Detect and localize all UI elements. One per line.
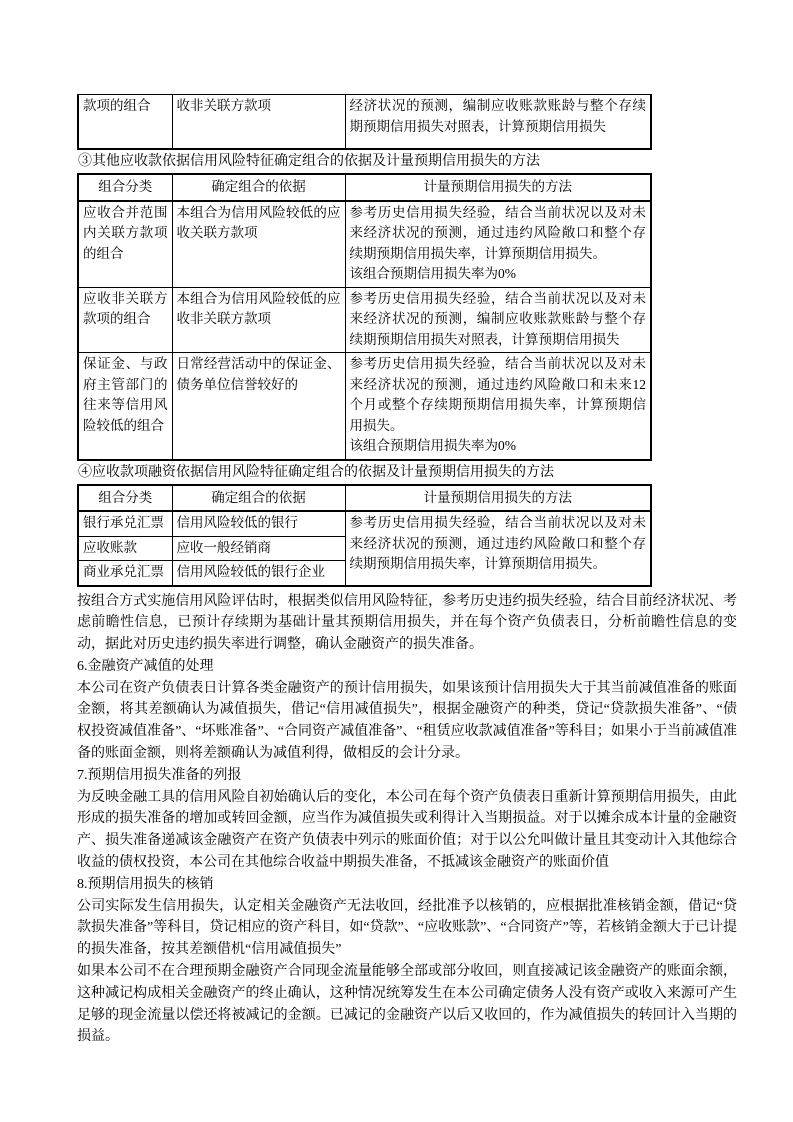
cell-portfolio-basis: 本组合为信用风险较低的应收关联方款项 bbox=[172, 201, 345, 288]
header-cell-category: 组合分类 bbox=[78, 174, 172, 201]
section-heading-impairment-treatment: 6.金融资产减值的处理 bbox=[77, 658, 214, 674]
table-header-row bbox=[78, 174, 651, 201]
cell-ecl-method: 经济状况的预测，编制应收账款账龄与整个存续期预期信用损失对照表，计算预期信用损失 bbox=[345, 95, 651, 150]
cell-ecl-method-merged: 参考历史信用损失经验，结合当前状况以及对未来经济状况的预测，通过违约风险敞口和整个存续期预期信用损失率，计算预期信用损失。 bbox=[345, 511, 651, 586]
table-receivables-continued bbox=[77, 94, 652, 150]
table-other-receivables bbox=[77, 173, 652, 461]
section-heading-ecl-writeoff: 8.预期信用损失的核销 bbox=[77, 876, 214, 892]
section-heading-ecl-presentation: 7.预期信用损失准备的列报 bbox=[77, 767, 242, 783]
header-cell-basis: 确定组合的依据 bbox=[172, 174, 345, 201]
cell-ecl-method bbox=[345, 353, 651, 460]
table-receivables-financing bbox=[77, 484, 652, 587]
caption-receivables-financing: ④应收款项融资依据信用风险特征确定组合的依据及计量预期信用损失的方法 bbox=[78, 464, 554, 480]
cell-portfolio-category: 保证金、与政府主管部门的往来等信用风险较低的组合 bbox=[78, 353, 172, 460]
cell-portfolio-category: 应收非关联方款项的组合 bbox=[78, 287, 172, 353]
cell-ecl-method: 参考历史信用损失经验，结合当前状况以及对未来经济状况的预测，编制应收账款账龄与整个存续期预期信用损失对照表，计算预期信用损失 bbox=[345, 287, 651, 353]
cell-portfolio-basis: 信用风险较低的银行 bbox=[172, 511, 345, 536]
body-text-block bbox=[77, 591, 737, 1049]
table-row bbox=[78, 353, 651, 460]
ecl-method-text: 参考历史信用损失经验，结合当前状况以及对未来经济状况的预测，通过违约风险敞口和未来12个月或整个存续期预期信用损失率，计算预期信用损失。 bbox=[349, 356, 646, 433]
ecl-rate-note: 该组合预期信用损失率为0% bbox=[349, 266, 516, 281]
ecl-rate-note: 该组合预期信用损失率为0% bbox=[349, 438, 516, 453]
cell-ecl-method bbox=[345, 201, 651, 288]
cell-portfolio-category: 应收合并范围内关联方款项的组合 bbox=[78, 201, 172, 288]
table-row bbox=[78, 287, 651, 353]
table-header-row bbox=[78, 485, 651, 512]
ecl-method-text: 参考历史信用损失经验，结合当前状况以及对未来经济状况的预测，通过违约风险敞口和整个存续期预期信用损失率，计算预期信用损失。 bbox=[349, 204, 646, 261]
table-row bbox=[78, 201, 651, 288]
paragraph-ecl-writeoff-continued: 如果本公司不在合理预期金融资产合同现金流量能够全部或部分收回，则直接减记该金融资产的账面余额，这种减记构成相关金融资产的终止确认，这种情况统筹发生在本公司确定债务人没有资产或收入来源可产生足够的现金流量以偿还将被减记的金额。已减记的金融资产以后又收回的，作为减值损失的转回计入当期的损益。 bbox=[77, 964, 737, 1045]
cell-portfolio-basis: 日常经营活动中的保证金、债务单位信誉较好的 bbox=[172, 353, 345, 460]
paragraph-ecl-presentation: 为反映金融工具的信用风险自初始确认后的变化，本公司在每个资产负债表日重新计算预期信用损失，由此形成的损失准备的增加或转回金额，应当作为减值损失或利得计入当期损益。对于以摊余成本计量的金融资产、损失准备递减该金融资产在资产负债表中列示的账面价值；对于以公允叫做计量且其变动计入其他综合收益的债权投资，本公司在其他综合收益中期损失准备，不抵减该金融资产的账面价值 bbox=[77, 789, 737, 871]
cell-portfolio-basis: 本组合为信用风险较低的应收非关联方款项 bbox=[172, 287, 345, 353]
paragraph-impairment-treatment: 本公司在资产负债表日计算各类金融资产的预计信用损失，如果该预计信用损失大于其当前减值准备的账面金额，将其差额确认为减值损失，借记“信用减值损失”，根据金融资产的种类，贷记“贷款损失准备”、“债权投资减值准备”、“坏账准备”、“合同资产减值准备”、“租赁应收款减值准备”等科目；如果小于当前减值准备的账面金额，则将差额确认为减值利得，做相反的会计分录。 bbox=[77, 680, 737, 762]
caption-other-receivables: ③其他应收款依据信用风险特征确定组合的依据及计量预期信用损失的方法 bbox=[78, 154, 540, 169]
cell-portfolio-category: 款项的组合 bbox=[78, 95, 172, 150]
header-cell-basis: 确定组合的依据 bbox=[172, 485, 345, 512]
header-cell-method: 计量预期信用损失的方法 bbox=[345, 485, 651, 512]
cell-portfolio-basis: 收非关联方款项 bbox=[172, 95, 345, 150]
cell-portfolio-category: 银行承兑汇票 bbox=[78, 511, 172, 536]
table-row bbox=[78, 511, 651, 536]
page-content bbox=[77, 94, 737, 1048]
table-row bbox=[78, 95, 651, 150]
cell-portfolio-category: 商业承兑汇票 bbox=[78, 561, 172, 586]
header-cell-method: 计量预期信用损失的方法 bbox=[345, 174, 651, 201]
paragraph-portfolio-assessment: 按组合方式实施信用风险评估时，根据类似信用风险特征，参考历史违约损失经验，结合目前经济状况、考虑前瞻性信息，已预计存续期为基础计量其预期信用损失，并在每个资产负债表日，分析前瞻性信息的变动，据此对历史违约损失率进行调整，确认金融资产的损失准备。 bbox=[77, 593, 737, 653]
paragraph-ecl-writeoff: 公司实际发生信用损失，认定相关金融资产无法收回，经批准予以核销的，应根据批准核销金额，借记“贷款损失准备”等科目，贷记相应的资产科目，如“贷款”、“应收账款”、“合同资产”等，若核销金额大于已计提的损失准备，按其差额借机“信用减值损失” bbox=[77, 898, 737, 958]
header-cell-category: 组合分类 bbox=[78, 485, 172, 512]
cell-portfolio-basis: 应收一般经销商 bbox=[172, 536, 345, 561]
cell-portfolio-basis: 信用风险较低的银行企业 bbox=[172, 561, 345, 586]
cell-portfolio-category: 应收账款 bbox=[78, 536, 172, 561]
